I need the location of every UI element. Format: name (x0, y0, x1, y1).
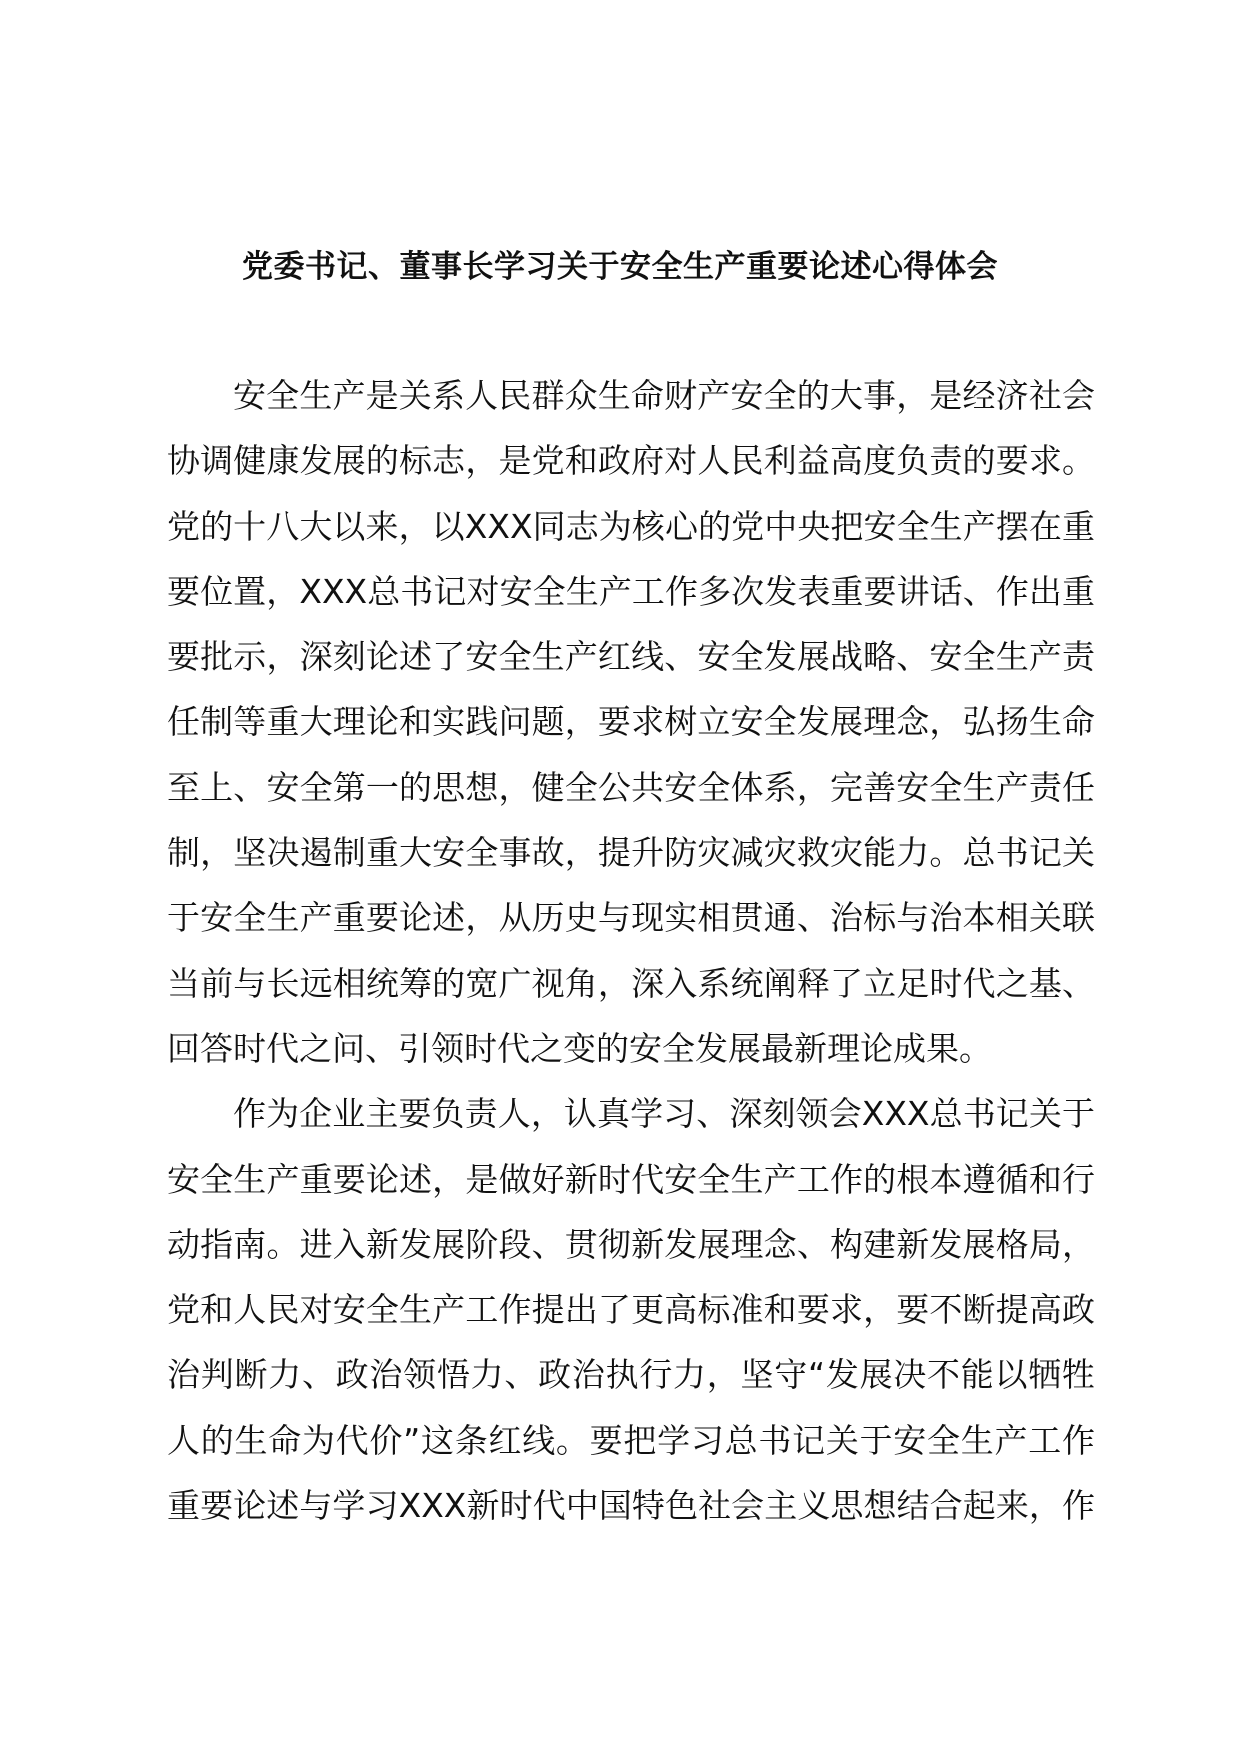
paragraph-line: 动指南。进入新发展阶段、贯彻新发展理念、构建新发展格局， (167, 1224, 1095, 1264)
paragraph-line: 安全生产重要论述，是做好新时代安全生产工作的根本遵循和行 (167, 1159, 1095, 1199)
paragraph-line: 重要论述与学习XXX新时代中国特色社会主义思想结合起来，作 (167, 1486, 1095, 1526)
paragraph-line: 协调健康发展的标志，是党和政府对人民利益高度负责的要求。 (167, 441, 1095, 481)
paragraph-line: 当前与长远相统筹的宽广视角，深入系统阐释了立足时代之基、 (167, 963, 1095, 1003)
paragraph-line: 党的十八大以来，以XXX同志为核心的党中央把安全生产摆在重 (167, 506, 1095, 546)
paragraph-line: 任制等重大理论和实践问题，要求树立安全发展理念，弘扬生命 (167, 702, 1095, 742)
paragraph-1 (167, 363, 1095, 1081)
document-body (167, 363, 1095, 1538)
paragraph-line: 人的生命为代价”这条红线。要把学习总书记关于安全生产工作 (167, 1420, 1095, 1460)
paragraph-line: 至上、安全第一的思想，健全公共安全体系，完善安全生产责任 (167, 767, 1095, 807)
paragraph-line: 回答时代之问、引领时代之变的安全发展最新理论成果。 (167, 1028, 992, 1068)
paragraph-line: 作为企业主要负责人，认真学习、深刻领会XXX总书记关于 (233, 1094, 1095, 1134)
paragraph-line: 安全生产是关系人民群众生命财产安全的大事，是经济社会 (233, 376, 1095, 415)
paragraph-line: 要批示，深刻论述了安全生产红线、安全发展战略、安全生产责 (167, 637, 1095, 677)
paragraph-2 (167, 1081, 1095, 1538)
paragraph-line: 治判断力、政治领悟力、政治执行力，坚守“发展决不能以牺牲 (167, 1355, 1095, 1395)
paragraph-line: 要位置，XXX总书记对安全生产工作多次发表重要讲话、作出重 (167, 571, 1095, 611)
document-title: 党委书记、董事长学习关于安全生产重要论述心得体会 (242, 249, 998, 285)
paragraph-line: 制，坚决遏制重大安全事故，提升防灾减灾救灾能力。总书记关 (167, 833, 1095, 873)
paragraph-line: 于安全生产重要论述，从历史与现实相贯通、治标与治本相关联 (167, 898, 1095, 938)
paragraph-line: 党和人民对安全生产工作提出了更高标准和要求，要不断提高政 (167, 1290, 1095, 1330)
